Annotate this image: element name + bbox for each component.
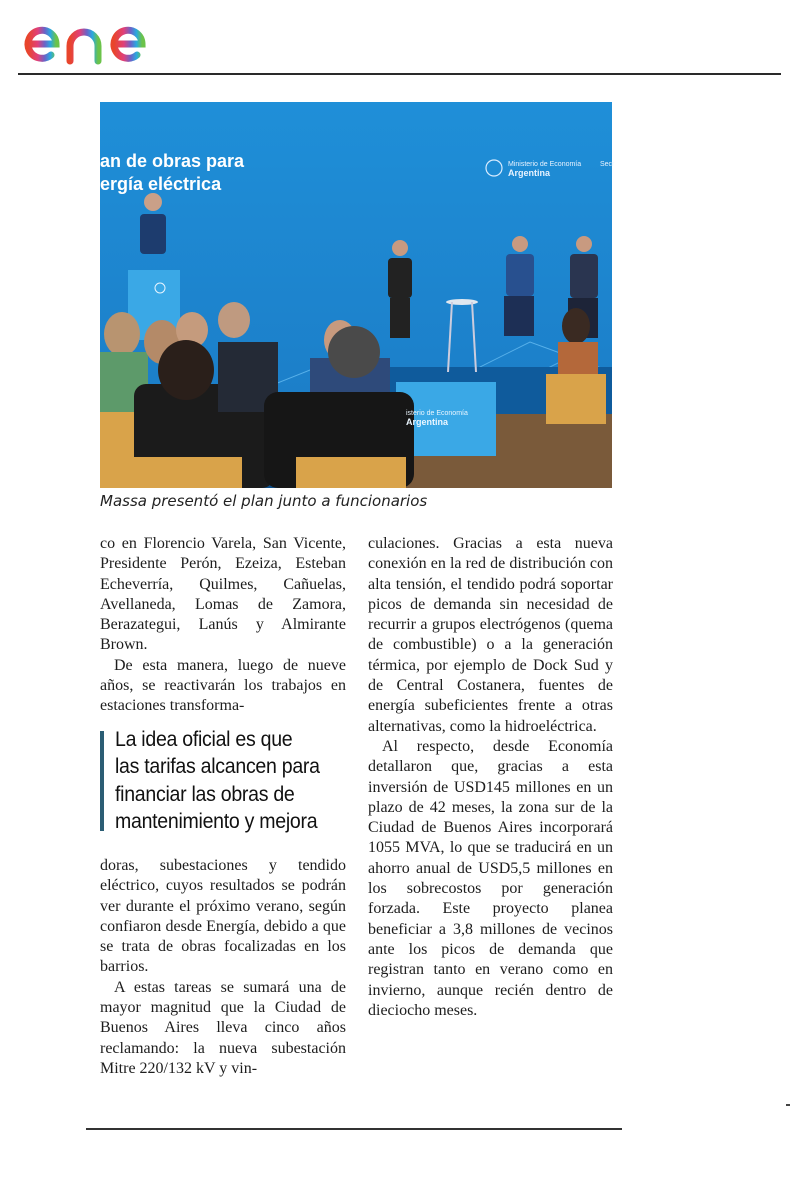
footer-rule: [86, 1128, 622, 1130]
paragraph: doras, subestaciones y tendido eléctrico, cuyos resultados se podrán ver durante el próximo verano, según confiaron desde Energía, debido a que se trata de obras focalizadas en los barrios.: [100, 857, 346, 976]
corner-mark: [786, 1104, 790, 1106]
stage-sign-line-1: isterio de Economía: [406, 410, 468, 417]
paragraph: Al respecto, desde Economía detallaron que, gracias a esta inversión de USD145 millones en un plazo de 42 meses, la zona sur de la Ciudad de Buenos Aires incorporará 1055 MVA, lo que se traducirá en un ahorro anual de USD5,5 millones en los sobrecostos por generación forzada. Este proyecto planea beneficiar a 3,8 millones de vecinos ante los picos de demanda que registran tanto en verano como en invierno, aunque recién dentro de dieciocho meses.: [368, 737, 613, 1019]
article-left-column-bottom: [100, 856, 346, 1079]
paragraph: culaciones. Gracias a esta nueva conexión en la red de distribución con alta tensión, el tendido podrá soportar picos de demanda sin necesidad de recurrir a grupos electrógenos (quema de combustible) o a la generación térmica, por ejemplo de Dock Sud y de Central Costanera, fuentes de energía subeficientes frente a otras alternativas, como la hidroeléctrica.: [368, 535, 613, 735]
stage-sign-text: [406, 409, 468, 427]
ministry-line-1: Ministerio de Economía: [508, 161, 582, 168]
article-right-column: [368, 534, 613, 1021]
pull-quote-text: La idea oficial es que las tarifas alcancen para financiar las obras de mantenimiento y mejora: [115, 728, 320, 833]
enel-logo: [18, 6, 184, 68]
photo-ministry-label: [508, 160, 581, 178]
pull-quote-bar: [100, 731, 104, 831]
header-rule: [18, 73, 781, 75]
paragraph: co en Florencio Varela, San Vicente, Presidente Perón, Ezeiza, Esteban Echeverría, Quilmes, Cañuelas, Avellaneda, Lomas de Zamora, Berazategui, Lanús y Almirante Brown.: [100, 535, 346, 654]
news-photo: [100, 102, 615, 488]
photo-caption: Massa presentó el plan junto a funcionarios: [100, 492, 428, 510]
ministry-edge-text: Secr: [600, 161, 615, 168]
photo-banner-title: an de obras para ergía eléctrica: [100, 151, 245, 194]
ministry-line-2: Argentina: [508, 168, 551, 178]
article-left-column-top: [100, 534, 346, 717]
paragraph: De esta manera, luego de nueve años, se reactivarán los trabajos en estaciones transforma-: [100, 656, 346, 715]
pull-quote: [100, 726, 346, 836]
stage-sign-line-2: Argentina: [406, 417, 449, 427]
paragraph: A estas tareas se sumará una de mayor magnitud que la Ciudad de Buenos Aires lleva cinco años reclamando: la nueva subestación Mitre 220/132 kV y vin-: [100, 978, 346, 1077]
